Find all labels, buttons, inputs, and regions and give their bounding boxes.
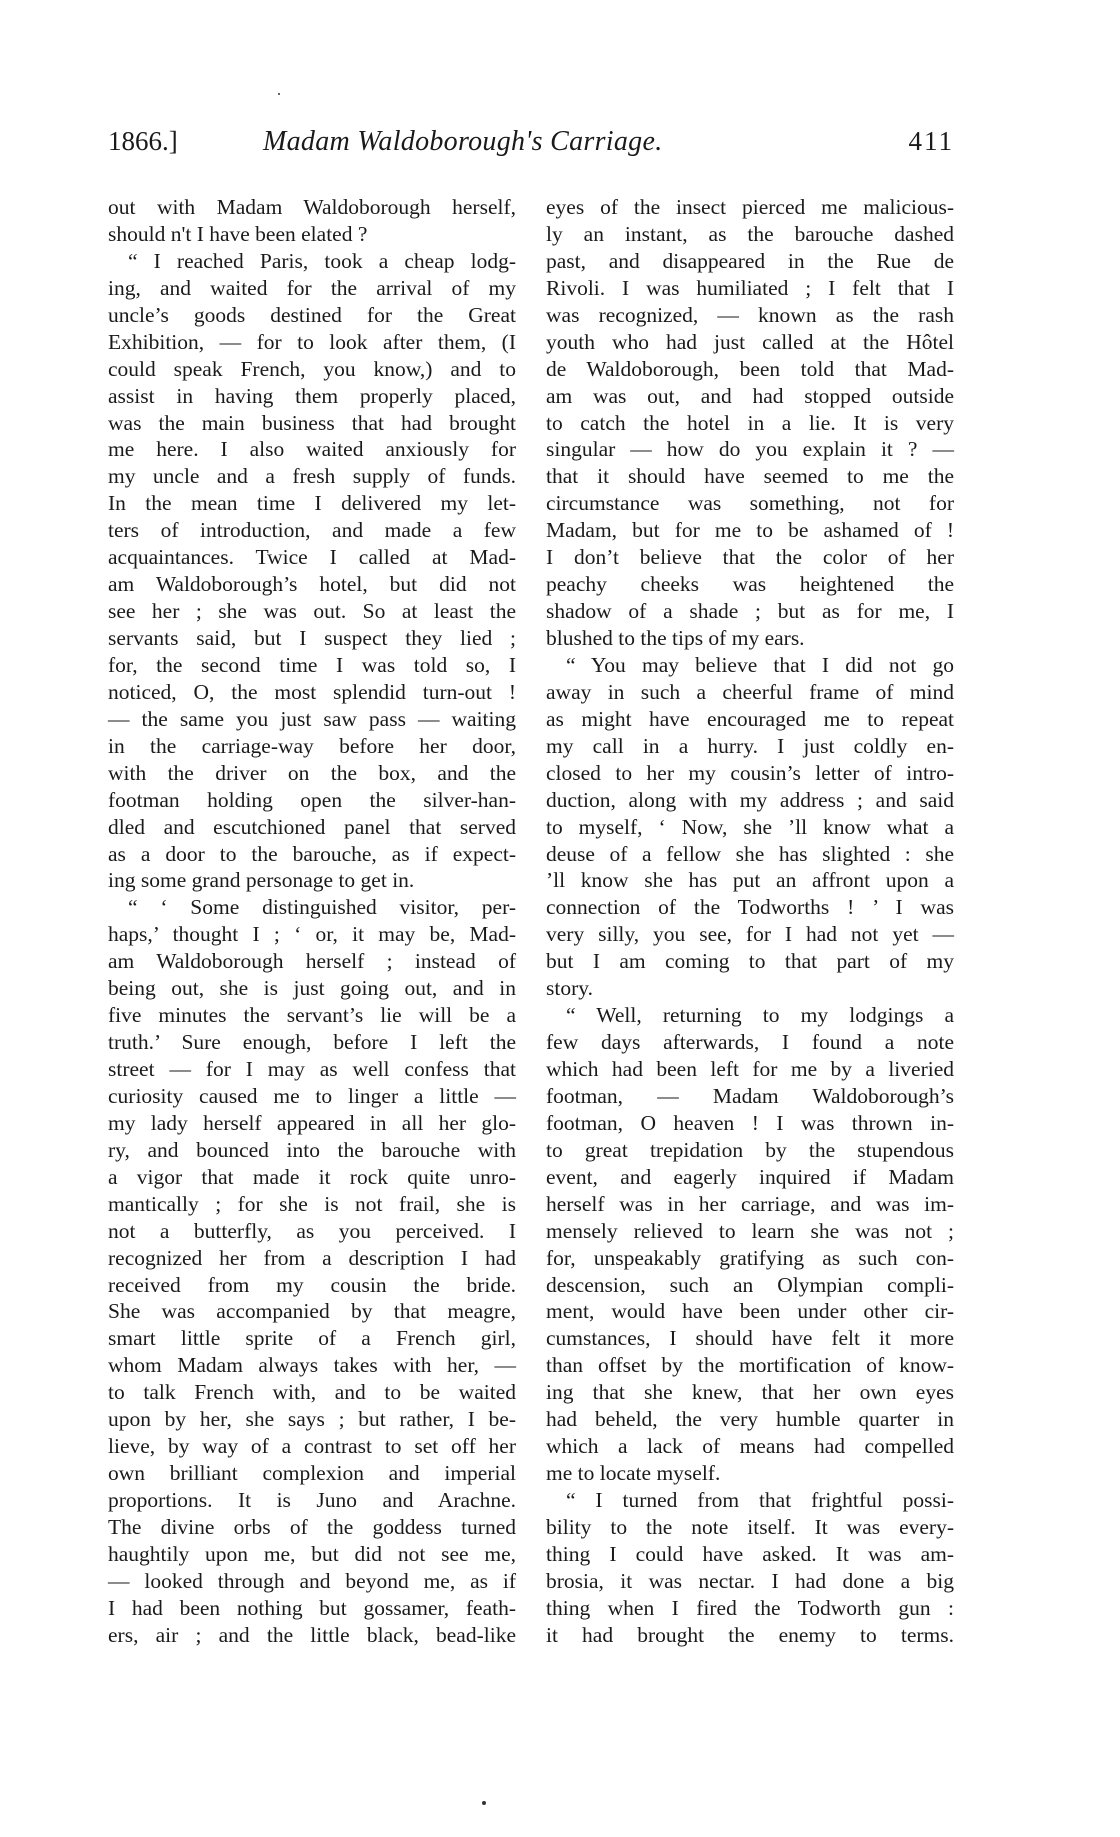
text-line: “ You may believe that I did not go <box>566 652 954 677</box>
text-line: very silly, you see, for I had not yet — <box>546 922 954 947</box>
text-line: ing, and waited for the arrival of my <box>108 275 516 300</box>
text-line: should n't I have been elated ? <box>108 221 368 246</box>
text-line: see her ; she was out. So at least the <box>108 599 516 624</box>
text-line: was recognized, — known as the rash <box>546 302 954 327</box>
running-head-year: 1866.] <box>108 126 178 156</box>
text-line: that it should have seemed to me the <box>546 464 954 489</box>
text-line: curiosity caused me to linger a little — <box>108 1083 516 1108</box>
text-line: — looked through and beyond me, as if <box>108 1568 516 1593</box>
text-line: was the main business that had brought <box>108 410 516 435</box>
text-line: me here. I also waited anxiously for <box>108 437 516 462</box>
page-number: 411 <box>908 126 954 156</box>
text-line: servants said, but I suspect they lied ; <box>108 626 516 650</box>
text-line: mantically ; for she is not frail, she is <box>108 1191 516 1216</box>
text-line: whom Madam always takes with her, — <box>108 1353 516 1378</box>
text-line: my call in a hurry. I just coldly en- <box>546 733 954 758</box>
text-line: bility to the note itself. It was every- <box>546 1514 954 1539</box>
scan-speck <box>278 93 280 95</box>
text-line: away in such a cheerful frame of mind <box>546 679 954 704</box>
text-line: “ Well, returning to my lodgings a <box>566 1003 954 1028</box>
text-line: am Waldoborough’s hotel, but did not <box>108 572 516 597</box>
text-line: recognized her from a description I had <box>108 1245 516 1270</box>
right-column <box>546 194 954 1649</box>
text-line: out with Madam Waldoborough herself, <box>108 195 516 219</box>
text-line: proportions. It is Juno and Arachne. <box>108 1488 516 1512</box>
text-line: street — for I may as well confess that <box>108 1057 516 1081</box>
text-line: footman holding open the silver-han- <box>108 787 516 812</box>
text-line: “ I turned from that frightful possi- <box>566 1488 954 1512</box>
text-line: which had been left for me by a liveried <box>546 1057 954 1081</box>
text-line: to myself, ‘ Now, she ’ll know what a <box>546 814 954 839</box>
text-line: uncle’s goods destined for the Great <box>108 302 516 327</box>
text-line: being out, she is just going out, and in <box>108 976 516 1001</box>
text-line: shadow of a shade ; but as for me, I <box>546 599 954 624</box>
text-line: singular — how do you explain it ? — <box>546 437 954 462</box>
text-line: I don’t believe that the color of her <box>546 545 954 570</box>
text-line: for, the second time I was told so, I <box>108 652 516 677</box>
text-line: than offset by the mortification of know- <box>546 1353 954 1378</box>
text-line: lieve, by way of a contrast to set off her <box>108 1434 516 1459</box>
text-line: ers, air ; and the little black, bead-like <box>108 1622 516 1647</box>
text-line: thing I could have asked. It was am- <box>546 1541 954 1566</box>
scan-speck <box>482 1801 486 1805</box>
text-line: haughtily upon me, but did not see me, <box>108 1541 516 1566</box>
text-line: eyes of the insect pierced me malicious- <box>546 195 954 219</box>
running-head-title: Madam Waldoborough's Carriage. <box>263 126 663 157</box>
text-line: five minutes the servant’s lie will be a <box>108 1003 516 1028</box>
text-line: could speak French, you know,) and to <box>108 356 516 381</box>
text-line: few days afterwards, I found a note <box>546 1030 954 1055</box>
text-line: closed to her my cousin’s letter of intro- <box>546 760 954 785</box>
text-line: a vigor that made it rock quite unro- <box>108 1164 516 1189</box>
text-line: received from my cousin the bride. <box>108 1272 516 1297</box>
text-line: Exhibition, — for to look after them, (I <box>108 329 516 354</box>
text-line: ment, would have been under other cir- <box>546 1299 954 1324</box>
text-line: truth.’ Sure enough, before I left the <box>108 1030 516 1055</box>
text-line: assist in having them properly placed, <box>108 383 516 408</box>
text-line: dled and escutchioned panel that served <box>108 814 516 839</box>
text-line: blushed to the tips of my ears. <box>546 626 805 650</box>
text-line: for, unspeakably gratifying as such con- <box>546 1245 954 1270</box>
text-line: in the carriage-way before her door, <box>108 733 516 758</box>
text-line: Madam, but for me to be ashamed of ! <box>546 518 954 543</box>
text-line: smart little sprite of a French girl, <box>108 1326 516 1351</box>
text-line: — the same you just saw pass — waiting <box>108 706 516 731</box>
text-line: descension, such an Olympian compli- <box>546 1272 954 1297</box>
text-line: to catch the hotel in a lie. It is very <box>546 410 954 435</box>
text-line: event, and eagerly inquired if Madam <box>546 1164 954 1189</box>
text-line: ly an instant, as the barouche dashed <box>546 221 954 246</box>
text-line: brosia, it was nectar. I had done a big <box>546 1568 954 1593</box>
text-line: as might have encouraged me to repeat <box>546 706 954 731</box>
text-line: The divine orbs of the goddess turned <box>108 1514 516 1539</box>
text-line: de Waldoborough, been told that Mad- <box>546 356 954 381</box>
text-line: I had been nothing but gossamer, feath- <box>108 1595 516 1620</box>
text-line: ing that she knew, that her own eyes <box>546 1380 954 1405</box>
text-line: to talk French with, and to be waited <box>108 1380 516 1405</box>
text-line: to great trepidation by the stupendous <box>546 1137 954 1162</box>
text-line: acquaintances. Twice I called at Mad- <box>108 545 516 570</box>
text-line: Rivoli. I was humiliated ; I felt that I <box>546 275 954 300</box>
text-line: past, and disappeared in the Rue de <box>546 248 954 273</box>
text-line: mensely relieved to learn she was not ; <box>546 1218 954 1243</box>
text-line: footman, O heaven ! I was thrown in- <box>546 1110 954 1135</box>
text-line: upon by her, she says ; but rather, I be- <box>108 1407 516 1432</box>
text-line: In the mean time I delivered my let- <box>108 491 516 516</box>
text-line: which a lack of means had compelled <box>546 1434 954 1459</box>
text-line: me to locate myself. <box>546 1461 721 1486</box>
text-line: herself was in her carriage, and was im- <box>546 1191 954 1216</box>
text-line: am was out, and had stopped outside <box>546 383 954 408</box>
text-line: not a butterfly, as you perceived. I <box>108 1218 516 1243</box>
text-line: She was accompanied by that meagre, <box>108 1299 516 1324</box>
text-line: my lady herself appeared in all her glo- <box>108 1110 516 1135</box>
text-line: am Waldoborough herself ; instead of <box>108 949 516 974</box>
text-line: own brilliant complexion and imperial <box>108 1461 516 1486</box>
text-line: youth who had just called at the Hôtel <box>546 329 954 354</box>
text-line: with the driver on the box, and the <box>108 760 516 785</box>
text-line: it had brought the enemy to terms. <box>546 1622 954 1647</box>
text-line: noticed, O, the most splendid turn-out ! <box>108 679 516 704</box>
text-line: had beheld, the very humble quarter in <box>546 1407 954 1432</box>
text-line: deuse of a fellow she has slighted : she <box>546 841 954 866</box>
text-line: footman, — Madam Waldoborough’s <box>546 1083 954 1108</box>
text-line: ry, and bounced into the barouche with <box>108 1137 516 1162</box>
text-line: “ ‘ Some distinguished visitor, per- <box>128 895 516 920</box>
text-line: cumstances, I should have felt it more <box>546 1326 954 1351</box>
text-line: story. <box>546 976 593 1001</box>
text-line: “ I reached Paris, took a cheap lodg- <box>128 248 516 273</box>
text-line: as a door to the barouche, as if expect- <box>108 841 516 866</box>
text-line: ters of introduction, and made a few <box>108 518 516 543</box>
running-head <box>108 126 954 166</box>
text-line: duction, along with my address ; and said <box>546 787 954 812</box>
text-line: thing when I fired the Todworth gun : <box>546 1595 954 1620</box>
text-line: my uncle and a fresh supply of funds. <box>108 464 516 489</box>
text-line: peachy cheeks was heightened the <box>546 572 954 597</box>
text-line: ing some grand personage to get in. <box>108 868 415 893</box>
text-line: but I am coming to that part of my <box>546 949 954 974</box>
text-line: ’ll know she has put an affront upon a <box>546 868 954 893</box>
text-line: haps,’ thought I ; ‘ or, it may be, Mad- <box>108 922 516 947</box>
text-line: circumstance was something, not for <box>546 491 954 516</box>
left-column <box>108 194 516 1649</box>
text-line: connection of the Todworths ! ’ I was <box>546 895 954 920</box>
